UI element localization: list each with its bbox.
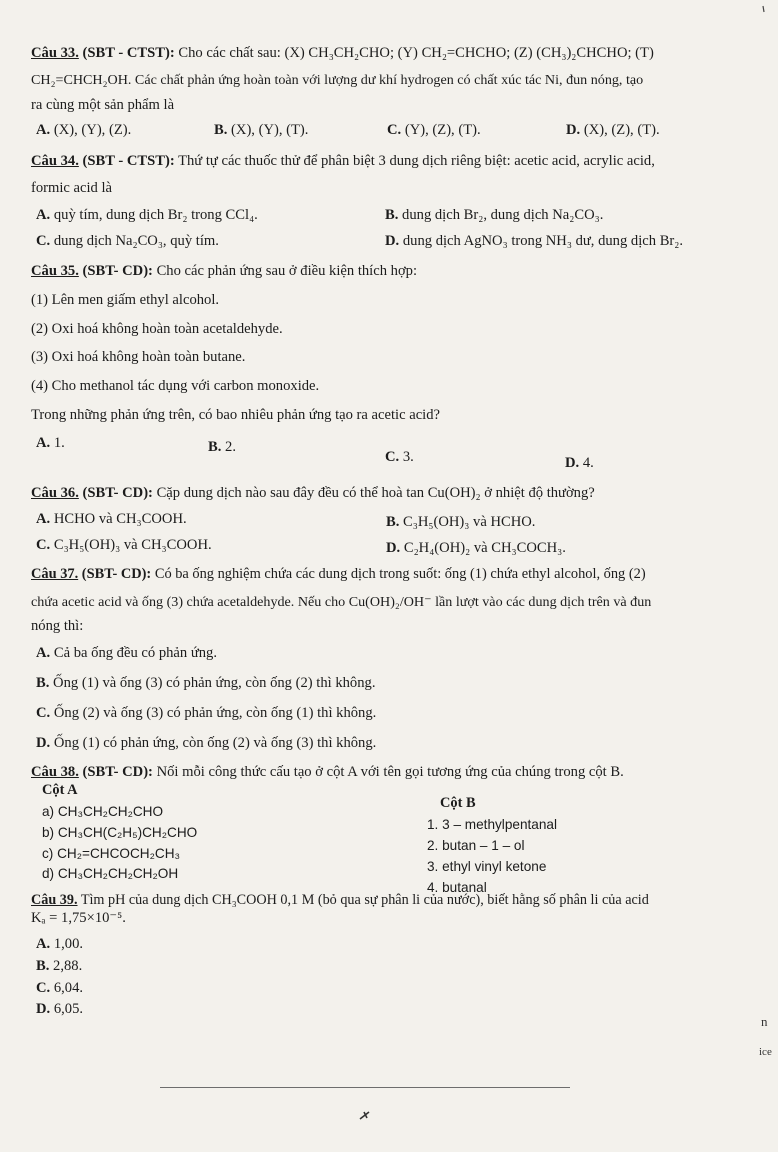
q38-column-a-item-b: b) CH₃CH(C₂H₅)CH₂CHO	[42, 825, 198, 840]
q38-column-b-item-4: 4. butanal	[427, 880, 487, 895]
q34-number: Câu 34.	[31, 153, 79, 169]
q35-item-4: (4) Cho methanol tác dụng với carbon monoxide.	[31, 378, 320, 394]
q38-number: Câu 38.	[31, 764, 79, 780]
q34-option-c[interactable]: C. dung dịch Na₂CO₃, quỳ tím.	[36, 233, 219, 249]
q35-prompt: Trong những phản ứng trên, có bao nhiêu phản ứng tạo ra acetic acid?	[31, 407, 440, 423]
q39-text-2: Kₐ = 1,75×10⁻⁵.	[31, 910, 126, 926]
q39-option-c[interactable]: C. 6,04.	[36, 980, 84, 996]
q34-option-a[interactable]: A. quỳ tím, dung dịch Br₂ trong CCl₄.	[36, 207, 258, 223]
q35-option-c[interactable]: C. 3.	[385, 449, 414, 465]
margin-fragment-1: n	[761, 1014, 768, 1029]
q37-option-c[interactable]: C. Ống (2) và ống (3) có phản ứng, còn ống (1) thì không.	[36, 705, 377, 721]
q37-source: (SBT- CD):	[81, 566, 152, 582]
q33-number: Câu 33.	[31, 45, 79, 61]
q35-item-2: (2) Oxi hoá không hoàn toàn acetaldehyde.	[31, 321, 283, 337]
q37-text-3: nóng thì:	[31, 618, 84, 634]
q35-line1	[31, 262, 417, 280]
q34-text-2: formic acid là	[31, 180, 113, 196]
q36-option-d[interactable]: D. C₂H₄(OH)₂ và CH₃COCH₃.	[386, 540, 566, 556]
q34-line1	[31, 152, 655, 170]
q36-option-b[interactable]: B. C₃H₅(OH)₃ và HCHO.	[386, 514, 536, 530]
q37-text-2: chứa acetic acid và ống (3) chứa acetaldehyde. Nếu cho Cu(OH)₂/OH⁻ lần lượt vào các dung dịch trên và đun	[31, 594, 652, 610]
q37-text-1: Có ba ống nghiệm chứa các dung dịch trong suốt: ống (1) chứa ethyl alcohol, ống (2)	[154, 566, 646, 582]
q34-option-d[interactable]: D. dung dịch AgNO₃ trong NH₃ dư, dung dịch Br₂.	[385, 233, 684, 249]
q37-number: Câu 37.	[31, 566, 79, 582]
corner-mark-icon	[755, 0, 771, 40]
q35-option-d[interactable]: D. 4.	[565, 455, 594, 471]
q38-column-b-item-1: 1. 3 – methylpentanal	[427, 817, 557, 832]
q38-column-b-item-2: 2. butan – 1 – ol	[427, 838, 525, 853]
q33-option-b[interactable]: B. (X), (Y), (T).	[214, 122, 309, 138]
q38-column-b-title: Cột B	[440, 795, 476, 811]
q39-number: Câu 39.	[31, 892, 78, 908]
q38-line1	[31, 763, 624, 781]
q33-option-c[interactable]: C. (Y), (Z), (T).	[387, 122, 481, 138]
q39-text-1: Tìm pH của dung dịch CH₃COOH 0,1 M (bỏ qua sự phân li của nước), biết hằng số phân li của acid	[80, 892, 649, 908]
q33-option-d[interactable]: D. (X), (Z), (T).	[566, 122, 660, 138]
q38-source: (SBT- CD):	[82, 764, 153, 780]
pen-tick-icon	[358, 1108, 372, 1122]
q34-text-1: Thứ tự các thuốc thử để phân biệt 3 dung dịch riêng biệt: acetic acid, acrylic acid,	[178, 153, 655, 169]
q39-line1	[31, 891, 649, 909]
q35-text-1: Cho các phản ứng sau ở điều kiện thích hợp:	[156, 263, 418, 279]
q36-text-1: Cặp dung dịch nào sau đây đều có thể hoà tan Cu(OH)₂ ở nhiệt độ thường?	[156, 485, 595, 501]
q33-text-1: Cho các chất sau: (X) CH₃CH₂CHO; (Y) CH₂=CHCHO; (Z) (CH₃)₂CHCHO; (T)	[178, 45, 654, 61]
q35-item-3: (3) Oxi hoá không hoàn toàn butane.	[31, 349, 246, 365]
q37-option-d[interactable]: D. Ống (1) có phản ứng, còn ống (2) và ống (3) thì không.	[36, 735, 377, 751]
q36-option-c[interactable]: C. C₃H₅(OH)₃ và CH₃COOH.	[36, 537, 212, 553]
q38-column-b-item-3: 3. ethyl vinyl ketone	[427, 859, 547, 874]
q37-option-a[interactable]: A. Cả ba ống đều có phản ứng.	[36, 645, 217, 661]
q36-number: Câu 36.	[31, 485, 79, 501]
q35-option-b[interactable]: B. 2.	[208, 439, 236, 455]
q38-column-a-item-c: c) CH₂=CHCOCH₂CH₃	[42, 846, 181, 861]
q37-line1	[31, 565, 646, 583]
q37-option-b[interactable]: B. Ống (1) và ống (3) có phản ứng, còn ống (2) thì không.	[36, 675, 376, 691]
margin-fragment-2: ice	[759, 1046, 772, 1058]
q36-option-a[interactable]: A. HCHO và CH₃COOH.	[36, 511, 187, 527]
q33-text-2: CH₂=CHCH₂OH. Các chất phản ứng hoàn toàn với lượng dư khí hydrogen có chất xúc tác Ni, đun nóng, tạo	[31, 72, 644, 88]
q38-column-a-item-a: a) CH₃CH₂CH₂CHO	[42, 804, 164, 819]
q33-text-3: ra cùng một sản phẩm là	[31, 97, 175, 113]
q35-number: Câu 35.	[31, 263, 79, 279]
q39-option-b[interactable]: B. 2,88.	[36, 958, 83, 974]
q33-option-a[interactable]: A. (X), (Y), (Z).	[36, 122, 132, 138]
q34-option-b[interactable]: B. dung dịch Br₂, dung dịch Na₂CO₃.	[385, 207, 604, 223]
q35-option-a[interactable]: A. 1.	[36, 435, 65, 451]
q36-line1	[31, 484, 595, 502]
q39-option-a[interactable]: A. 1,00.	[36, 936, 84, 952]
q38-column-a-title: Cột A	[42, 782, 78, 798]
q35-item-1: (1) Lên men giấm ethyl alcohol.	[31, 292, 220, 308]
q33-line1	[31, 44, 654, 62]
q34-source: (SBT - CTST):	[82, 153, 175, 169]
q38-column-a-item-d: d) CH₃CH₂CH₂CH₂OH	[42, 866, 179, 881]
q35-source: (SBT- CD):	[82, 263, 153, 279]
bottom-divider	[160, 1087, 570, 1088]
q36-source: (SBT- CD):	[82, 485, 153, 501]
q38-text-1: Nối mỗi công thức cấu tạo ở cột A với tên gọi tương ứng của chúng trong cột B.	[156, 764, 624, 780]
q39-option-d[interactable]: D. 6,05.	[36, 1001, 84, 1017]
q33-source: (SBT - CTST):	[82, 45, 175, 61]
